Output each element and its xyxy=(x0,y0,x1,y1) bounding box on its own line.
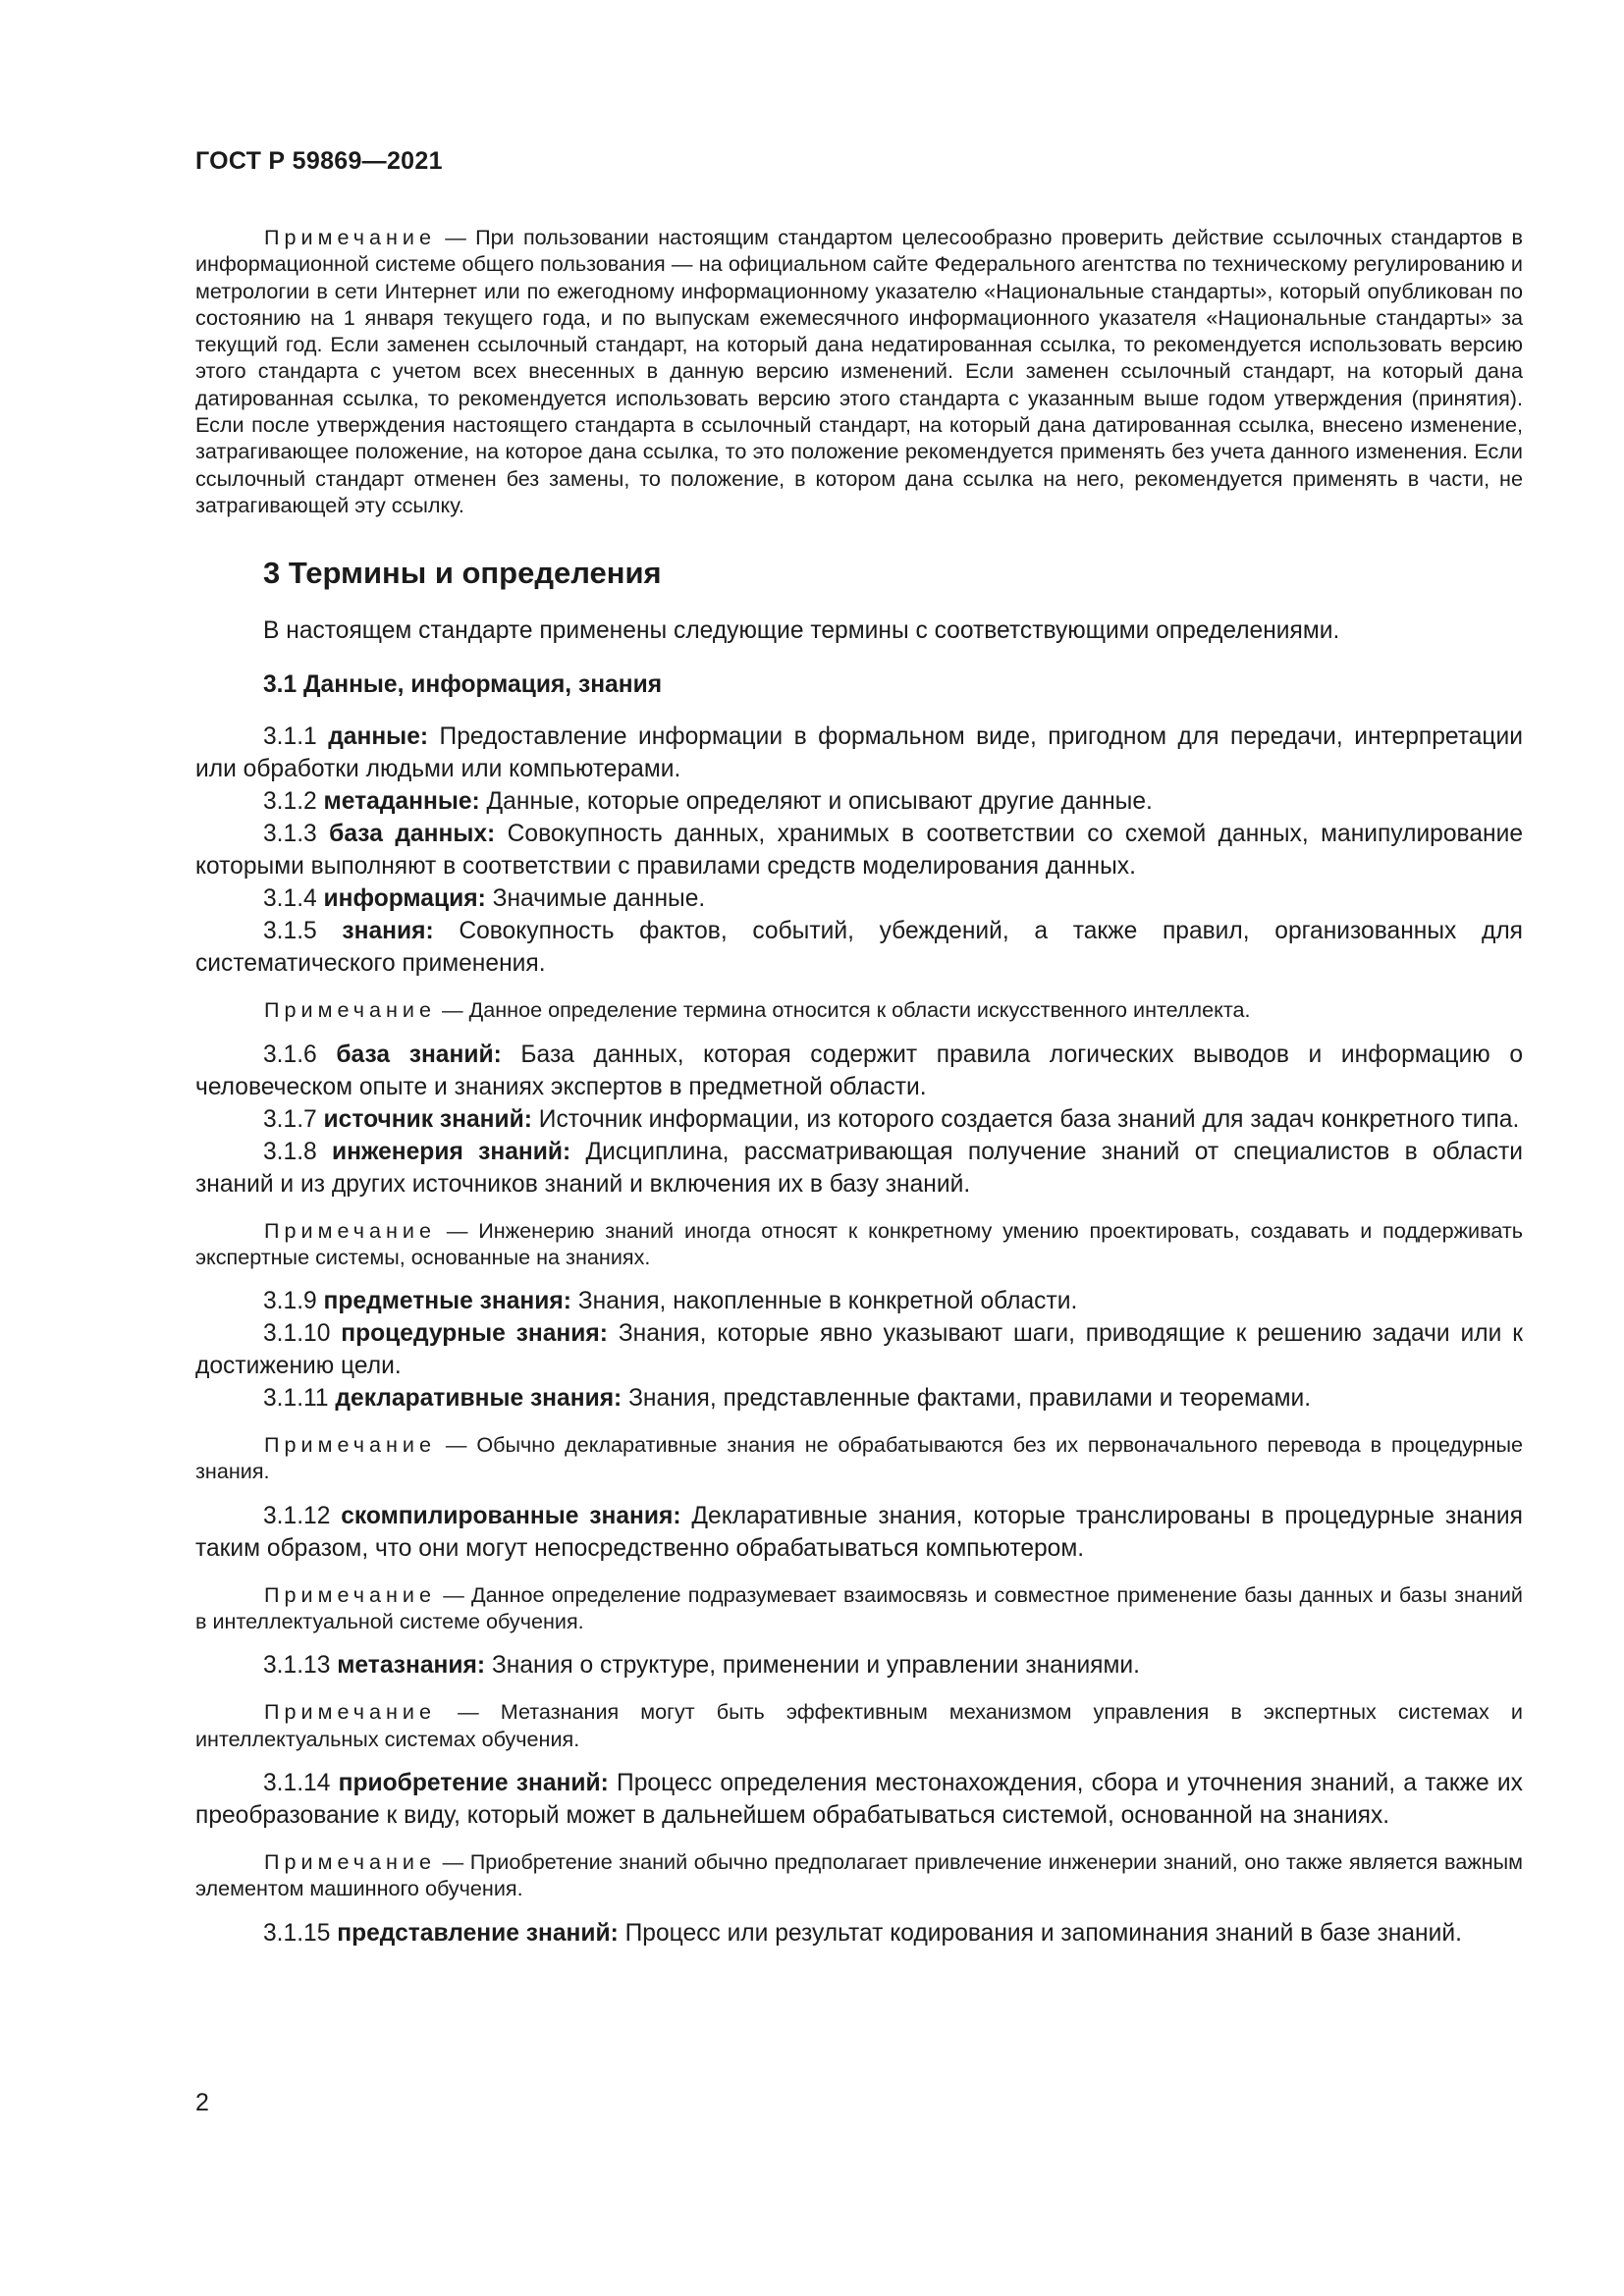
note-label: Примечание xyxy=(264,1848,436,1874)
term-definition: База данных, которая содержит правила логических выводов и информацию о человеческом опыте и знаниях экспертов в предметной области. xyxy=(195,1041,1523,1100)
term-name: декларативные знания: xyxy=(335,1385,623,1413)
term-name: метаданные: xyxy=(323,788,480,816)
term-name: данные: xyxy=(328,723,429,751)
note-label: Примечание xyxy=(264,1581,436,1607)
term-number: 3.1.13 xyxy=(263,1652,331,1680)
term-number: 3.1.9 xyxy=(263,1288,317,1315)
term-name: приобретение знаний: xyxy=(338,1769,609,1796)
term-note xyxy=(195,1217,1523,1271)
term-definition: Знания о структуре, применении и управлении знаниями. xyxy=(491,1652,1140,1680)
term-3-1-14 xyxy=(195,1767,1523,1832)
term-note xyxy=(195,1581,1523,1635)
note-text: — Приобретение знаний обычно предполагает привлечение инженерии знаний, оно также является важным элементом машинного обучения. xyxy=(195,1848,1523,1901)
term-definition: Знания, представленные фактами, правилами и теоремами. xyxy=(628,1385,1312,1413)
term-3-1-12 xyxy=(195,1500,1523,1565)
subsection-title: 3.1 Данные, информация, знания xyxy=(263,671,663,699)
term-name: метазнания: xyxy=(337,1652,486,1680)
term-name: инженерия знаний: xyxy=(332,1138,571,1165)
term-3-1-13 xyxy=(195,1649,1523,1682)
term-name: скомпилированные знания: xyxy=(341,1502,681,1529)
term-3-1-3 xyxy=(195,818,1523,882)
note-text: — При пользовании настоящим стандартом целесообразно проверить действие ссылочных стандартов в информационной системе общего пользования — на официальном сайте Федерального агентства по техническому регулированию и метрологии в сети Интернет или по ежегодному информационному указателю «Национальные стандарты», который опубликован по состоянию на 1 января текущего года, и по выпускам ежемесячного информационного указателя «Национальные стандарты» за текущий год. Если заменен ссылочный стандарт, на который дана недатированная ссылка, то рекомендуется использовать версию этого стандарта с учетом всех внесенных в данную версию изменений. Если заменен ссылочный стандарт, на который дана датированная ссылка, то рекомендуется использовать версию этого стандарта с указанным выше годом утверждения (принятия). Если после утверждения настоящего стандарта в ссылочный стандарт, на который дана датированная ссылка, внесено изменение, затрагивающее положение, на которое дана ссылка, то это положение рекомендуется применять без учета данного изменения. Если ссылочный стандарт отменен без замены, то положение, в котором дана ссылка на него, рекомендуется применять в части, не затрагивающей эту ссылку. xyxy=(195,225,1523,517)
term-name: процедурные знания: xyxy=(341,1320,608,1348)
term-3-1-9 xyxy=(195,1285,1523,1317)
page-number: 2 xyxy=(195,2089,209,2116)
term-3-1-5 xyxy=(195,915,1523,980)
term-definition: Декларативные знания, которые транслированы в процедурные знания таким образом, что они могут непосредственно обрабатываться компьютером. xyxy=(195,1502,1523,1562)
note-text: — Метазнания могут быть эффективным механизмом управления в экспертных системах и интеллектуальных системах обучения. xyxy=(195,1699,1523,1751)
term-3-1-4 xyxy=(195,882,1523,915)
term-definition: Совокупность данных, хранимых в соответствии со схемой данных, манипулирование которыми выполняют в соответствии с правилами средств моделирования данных. xyxy=(195,821,1523,881)
note-label: Примечание xyxy=(264,997,436,1023)
term-note xyxy=(195,1431,1523,1485)
term-definition: Значимые данные. xyxy=(492,885,706,913)
term-3-1-11 xyxy=(195,1382,1523,1415)
note-label: Примечание xyxy=(264,1699,436,1725)
term-3-1-8 xyxy=(195,1136,1523,1201)
term-name: информация: xyxy=(323,885,486,913)
term-name: база данных: xyxy=(329,821,496,848)
term-definition: Процесс или результат кодирования и запоминания знаний в базе знаний. xyxy=(624,1919,1462,1947)
note-text: — Инженерию знаний иногда относят к конкретному умению проектировать, создавать и поддерживать экспертные системы, основанные на знаниях. xyxy=(195,1217,1523,1269)
term-name: знания: xyxy=(342,918,434,945)
term-number: 3.1.12 xyxy=(263,1502,331,1529)
term-note xyxy=(195,1698,1523,1752)
term-definition: Совокупность фактов, событий, убеждений, а также правил, организованных для систематического применения. xyxy=(195,918,1524,978)
note-label: Примечание xyxy=(264,1432,436,1458)
page-content xyxy=(195,224,1523,1949)
section-title: 3 Термины и определения xyxy=(263,556,662,591)
term-definition: Данные, которые определяют и описывают другие данные. xyxy=(486,788,1153,816)
term-definition: Знания, накопленные в конкретной области. xyxy=(577,1288,1078,1315)
term-number: 3.1.14 xyxy=(263,1769,331,1796)
note-label: Примечание xyxy=(264,225,436,249)
intro-note xyxy=(195,224,1523,518)
term-number: 3.1.2 xyxy=(263,788,317,816)
term-number: 3.1.4 xyxy=(263,885,317,913)
note-text: — Обычно декларативные знания не обрабатываются без их первоначального перевода в процедурные знания. xyxy=(195,1432,1523,1484)
term-number: 3.1.15 xyxy=(263,1919,331,1947)
term-number: 3.1.11 xyxy=(263,1385,329,1413)
term-note xyxy=(195,1848,1523,1902)
term-3-1-7 xyxy=(195,1103,1523,1136)
term-definition: Предоставление информации в формальном виде, пригодном для передачи, интерпретации или обработки людьми или компьютерами. xyxy=(195,723,1523,783)
term-number: 3.1.7 xyxy=(263,1105,317,1133)
term-definition: Источник информации, из которого создается база знаний для задач конкретного типа. xyxy=(538,1105,1520,1133)
note-text: — Данное определение подразумевает взаимосвязь и совместное применение базы данных и базы знаний в интеллектуальной системе обучения. xyxy=(195,1581,1523,1634)
term-3-1-10 xyxy=(195,1317,1523,1382)
term-3-1-6 xyxy=(195,1039,1523,1103)
term-number: 3.1.6 xyxy=(263,1041,317,1068)
term-number: 3.1.1 xyxy=(263,723,317,751)
note-label: Примечание xyxy=(264,1217,436,1243)
note-text: — Данное определение термина относится к области искусственного интеллекта. xyxy=(436,997,1251,1023)
term-name: база знаний: xyxy=(336,1041,502,1068)
term-3-1-1 xyxy=(195,721,1523,785)
term-number: 3.1.5 xyxy=(263,918,317,945)
section-intro: В настоящем стандарте применены следующие термины с соответствующими определениями. xyxy=(263,617,1340,645)
term-name: представление знаний: xyxy=(337,1919,619,1947)
term-definition: Дисциплина, рассматривающая получение знаний от специалистов в области знаний и из других источников знаний и включения их в базу знаний. xyxy=(195,1138,1523,1198)
term-definition: Знания, которые явно указывают шаги, приводящие к решению задачи или к достижению цели. xyxy=(195,1320,1523,1380)
term-number: 3.1.8 xyxy=(263,1138,317,1165)
term-3-1-15 xyxy=(195,1917,1523,1949)
term-number: 3.1.3 xyxy=(263,821,317,848)
term-number: 3.1.10 xyxy=(263,1320,331,1348)
term-name: источник знаний: xyxy=(323,1105,532,1133)
document-header: ГОСТ Р 59869—2021 xyxy=(195,147,443,175)
term-note xyxy=(195,996,1523,1023)
term-definition: Процесс определения местонахождения, сбора и уточнения знаний, а также их преобразование к виду, который может в дальнейшем обрабатываться системой, основанной на знаниях. xyxy=(195,1769,1523,1829)
term-3-1-2 xyxy=(195,785,1523,818)
term-name: предметные знания: xyxy=(323,1288,571,1315)
